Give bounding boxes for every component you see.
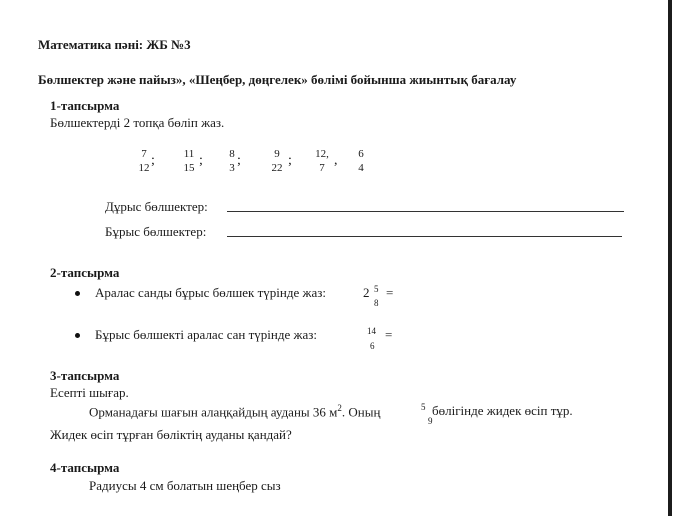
task1-fraction: [264, 149, 290, 175]
bullet-icon: [75, 291, 80, 296]
fraction-denominator: 12: [138, 162, 150, 174]
fraction-denominator: 3: [229, 162, 235, 174]
task3-instruction: Есепті шығар.: [50, 385, 129, 400]
mixed-number-denominator: 8: [374, 298, 379, 308]
task1-heading: 1-тапсырма: [50, 98, 120, 113]
fraction-separator: ;: [199, 153, 203, 168]
task1-fraction: [309, 149, 335, 175]
square-superscript: 2: [337, 403, 342, 413]
task3-heading: 3-тапсырма: [50, 368, 120, 383]
page-title: Математика пәні: ЖБ №3: [38, 37, 191, 52]
task4-heading: 4-тапсырма: [50, 460, 120, 475]
task2-item1-text: Аралас санды бұрыс бөлшек түрінде жаз:: [95, 285, 327, 300]
page-edge-border: [668, 0, 672, 516]
task1-fraction: [219, 149, 245, 175]
problem-text-part3: бөлігінде жидек өсіп тұр.: [432, 403, 573, 418]
fraction-numerator: 9: [274, 148, 280, 160]
fraction-numerator: 6: [358, 148, 364, 160]
task2-item2-text: Бұрыс бөлшекті аралас сан түрінде жаз:: [95, 327, 318, 342]
equals-sign: =: [386, 285, 394, 300]
task2-heading: 2-тапсырма: [50, 265, 120, 280]
task3-problem-line: [89, 403, 380, 420]
proper-fractions-answer-line[interactable]: [227, 211, 624, 212]
improper-fraction-denominator: 6: [370, 341, 375, 351]
improper-fractions-label: Бұрыс бөлшектер:: [105, 224, 207, 239]
bullet-icon: [75, 333, 80, 338]
fraction-separator: ;: [151, 153, 155, 168]
fraction-numerator: 12,: [315, 148, 329, 160]
fraction-separator: ;: [288, 153, 292, 168]
fraction-denominator: 7: [319, 162, 325, 174]
problem-text-part1: Орманадағы шағын алаңқайдың ауданы 36 м: [89, 404, 338, 420]
fraction-denominator: 22: [271, 162, 283, 174]
problem-fraction-numerator: 5: [421, 402, 426, 412]
fraction-numerator: 7: [141, 148, 147, 160]
task3-question: Жидек өсіп тұрған бөліктің ауданы қандай?: [50, 427, 292, 442]
proper-fractions-label: Дұрыс бөлшектер:: [105, 199, 208, 214]
problem-fraction-denominator: 9: [428, 416, 433, 426]
mixed-number-whole: 2: [363, 285, 370, 300]
fraction-denominator: 15: [183, 162, 195, 174]
task4-instruction: Радиусы 4 см болатын шеңбер сыз: [89, 478, 281, 493]
fraction-numerator: 11: [183, 148, 195, 160]
fraction-denominator: 4: [358, 162, 364, 174]
equals-sign: =: [385, 327, 393, 342]
fraction-numerator: 8: [229, 148, 235, 160]
improper-fractions-answer-line[interactable]: [227, 236, 622, 237]
assessment-subtitle: Бөлшектер және пайыз», «Шеңбер, дөңгелек» бөлімі бойынша жиынтық бағалау: [38, 72, 517, 87]
task1-fraction: [348, 149, 374, 175]
mixed-number-numerator: 5: [374, 284, 379, 294]
problem-text-part2: . Оның: [341, 404, 381, 420]
task1-instruction: Бөлшектерді 2 топқа бөліп жаз.: [50, 115, 225, 130]
fraction-separator: ;: [237, 153, 241, 168]
improper-fraction-numerator: 14: [367, 326, 376, 336]
fraction-separator: ,: [334, 153, 338, 168]
